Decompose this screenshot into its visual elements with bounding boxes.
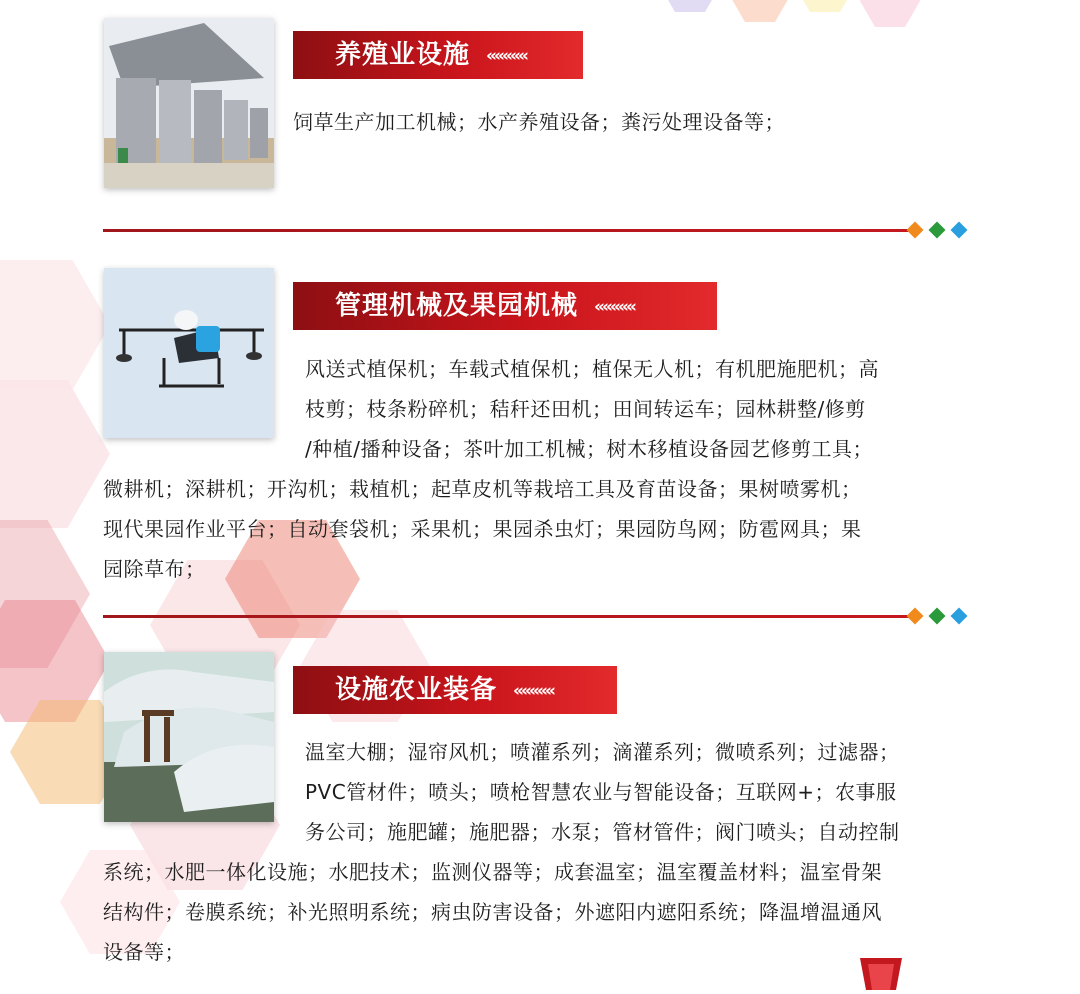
section-description-continued — [103, 469, 983, 589]
description-line: /种植/播种设备；茶叶加工机械；树木移植设备园艺修剪工具； — [305, 437, 873, 461]
description-line: 枝剪；枝条粉碎机；秸秆还田机；田间转运车；园林耕整/修剪 — [305, 397, 866, 421]
section-title: 养殖业设施 — [335, 40, 471, 70]
hex-decoration — [660, 0, 720, 12]
hex-decoration — [860, 0, 920, 27]
livestock-facility-photo — [104, 18, 274, 188]
green-diamond-icon — [929, 608, 946, 625]
greenhouse-photo — [104, 652, 274, 822]
description-line: 结构件；卷膜系统；补光照明系统；病虫防害设备；外遮阳内遮阳系统；降温增温通风 — [103, 900, 882, 924]
description-line: 饲草生产加工机械；水产养殖设备；粪污处理设备等； — [293, 110, 785, 134]
divider-line — [103, 229, 913, 232]
section-title: 设施农业装备 — [335, 675, 498, 705]
blue-diamond-icon — [951, 222, 968, 239]
orange-diamond-icon — [907, 222, 924, 239]
divider-line — [103, 615, 913, 618]
description-line: 温室大棚；湿帘风机；喷灌系列；滴灌系列；微喷系列；过滤器； — [305, 740, 900, 764]
description-line: 系统；水肥一体化设施；水肥技术；监测仪器等；成套温室；温室覆盖材料；温室骨架 — [103, 860, 882, 884]
green-diamond-icon — [929, 222, 946, 239]
description-line: 微耕机；深耕机；开沟机；栽植机；起草皮机等栽培工具及育苗设备；果树喷雾机； — [103, 477, 862, 501]
blue-diamond-icon — [951, 608, 968, 625]
description-line: 现代果园作业平台；自动套袋机；采果机；果园杀虫灯；果园防鸟网；防雹网具；果 — [103, 517, 862, 541]
drone-icon — [104, 268, 274, 438]
section-description-continued — [103, 852, 983, 972]
description-line: 设备等； — [103, 940, 185, 964]
arrows-icon: ««««« — [513, 681, 553, 701]
section-title-banner — [293, 31, 583, 79]
hex-decoration — [795, 0, 855, 12]
orange-diamond-icon — [907, 608, 924, 625]
description-line: 风送式植保机；车载式植保机；植保无人机；有机肥施肥机；高 — [305, 357, 879, 381]
section-description — [305, 349, 975, 469]
section-title: 管理机械及果园机械 — [335, 291, 579, 321]
greenhouse-icon — [104, 652, 274, 822]
section-title-banner — [293, 282, 717, 330]
hex-decoration — [730, 0, 790, 22]
livestock-facility-icon — [104, 18, 274, 188]
description-line: 园除草布； — [103, 557, 206, 581]
section-title-banner — [293, 666, 617, 714]
description-line: PVC管材件；喷头；喷枪智慧农业与智能设备；互联网+；农事服 — [305, 780, 897, 804]
section-description — [293, 102, 973, 142]
hex-decoration — [0, 260, 110, 390]
section-divider — [103, 607, 979, 627]
description-line: 务公司；施肥罐；施肥器；水泵；管材管件；阀门喷头；自动控制 — [305, 820, 900, 844]
red-cup-icon — [858, 958, 904, 990]
drone-photo — [104, 268, 274, 438]
arrows-icon: ««««« — [486, 46, 526, 66]
hex-decoration — [0, 380, 110, 528]
section-divider — [103, 221, 979, 241]
section-description — [305, 732, 975, 852]
arrows-icon: ««««« — [594, 297, 634, 317]
